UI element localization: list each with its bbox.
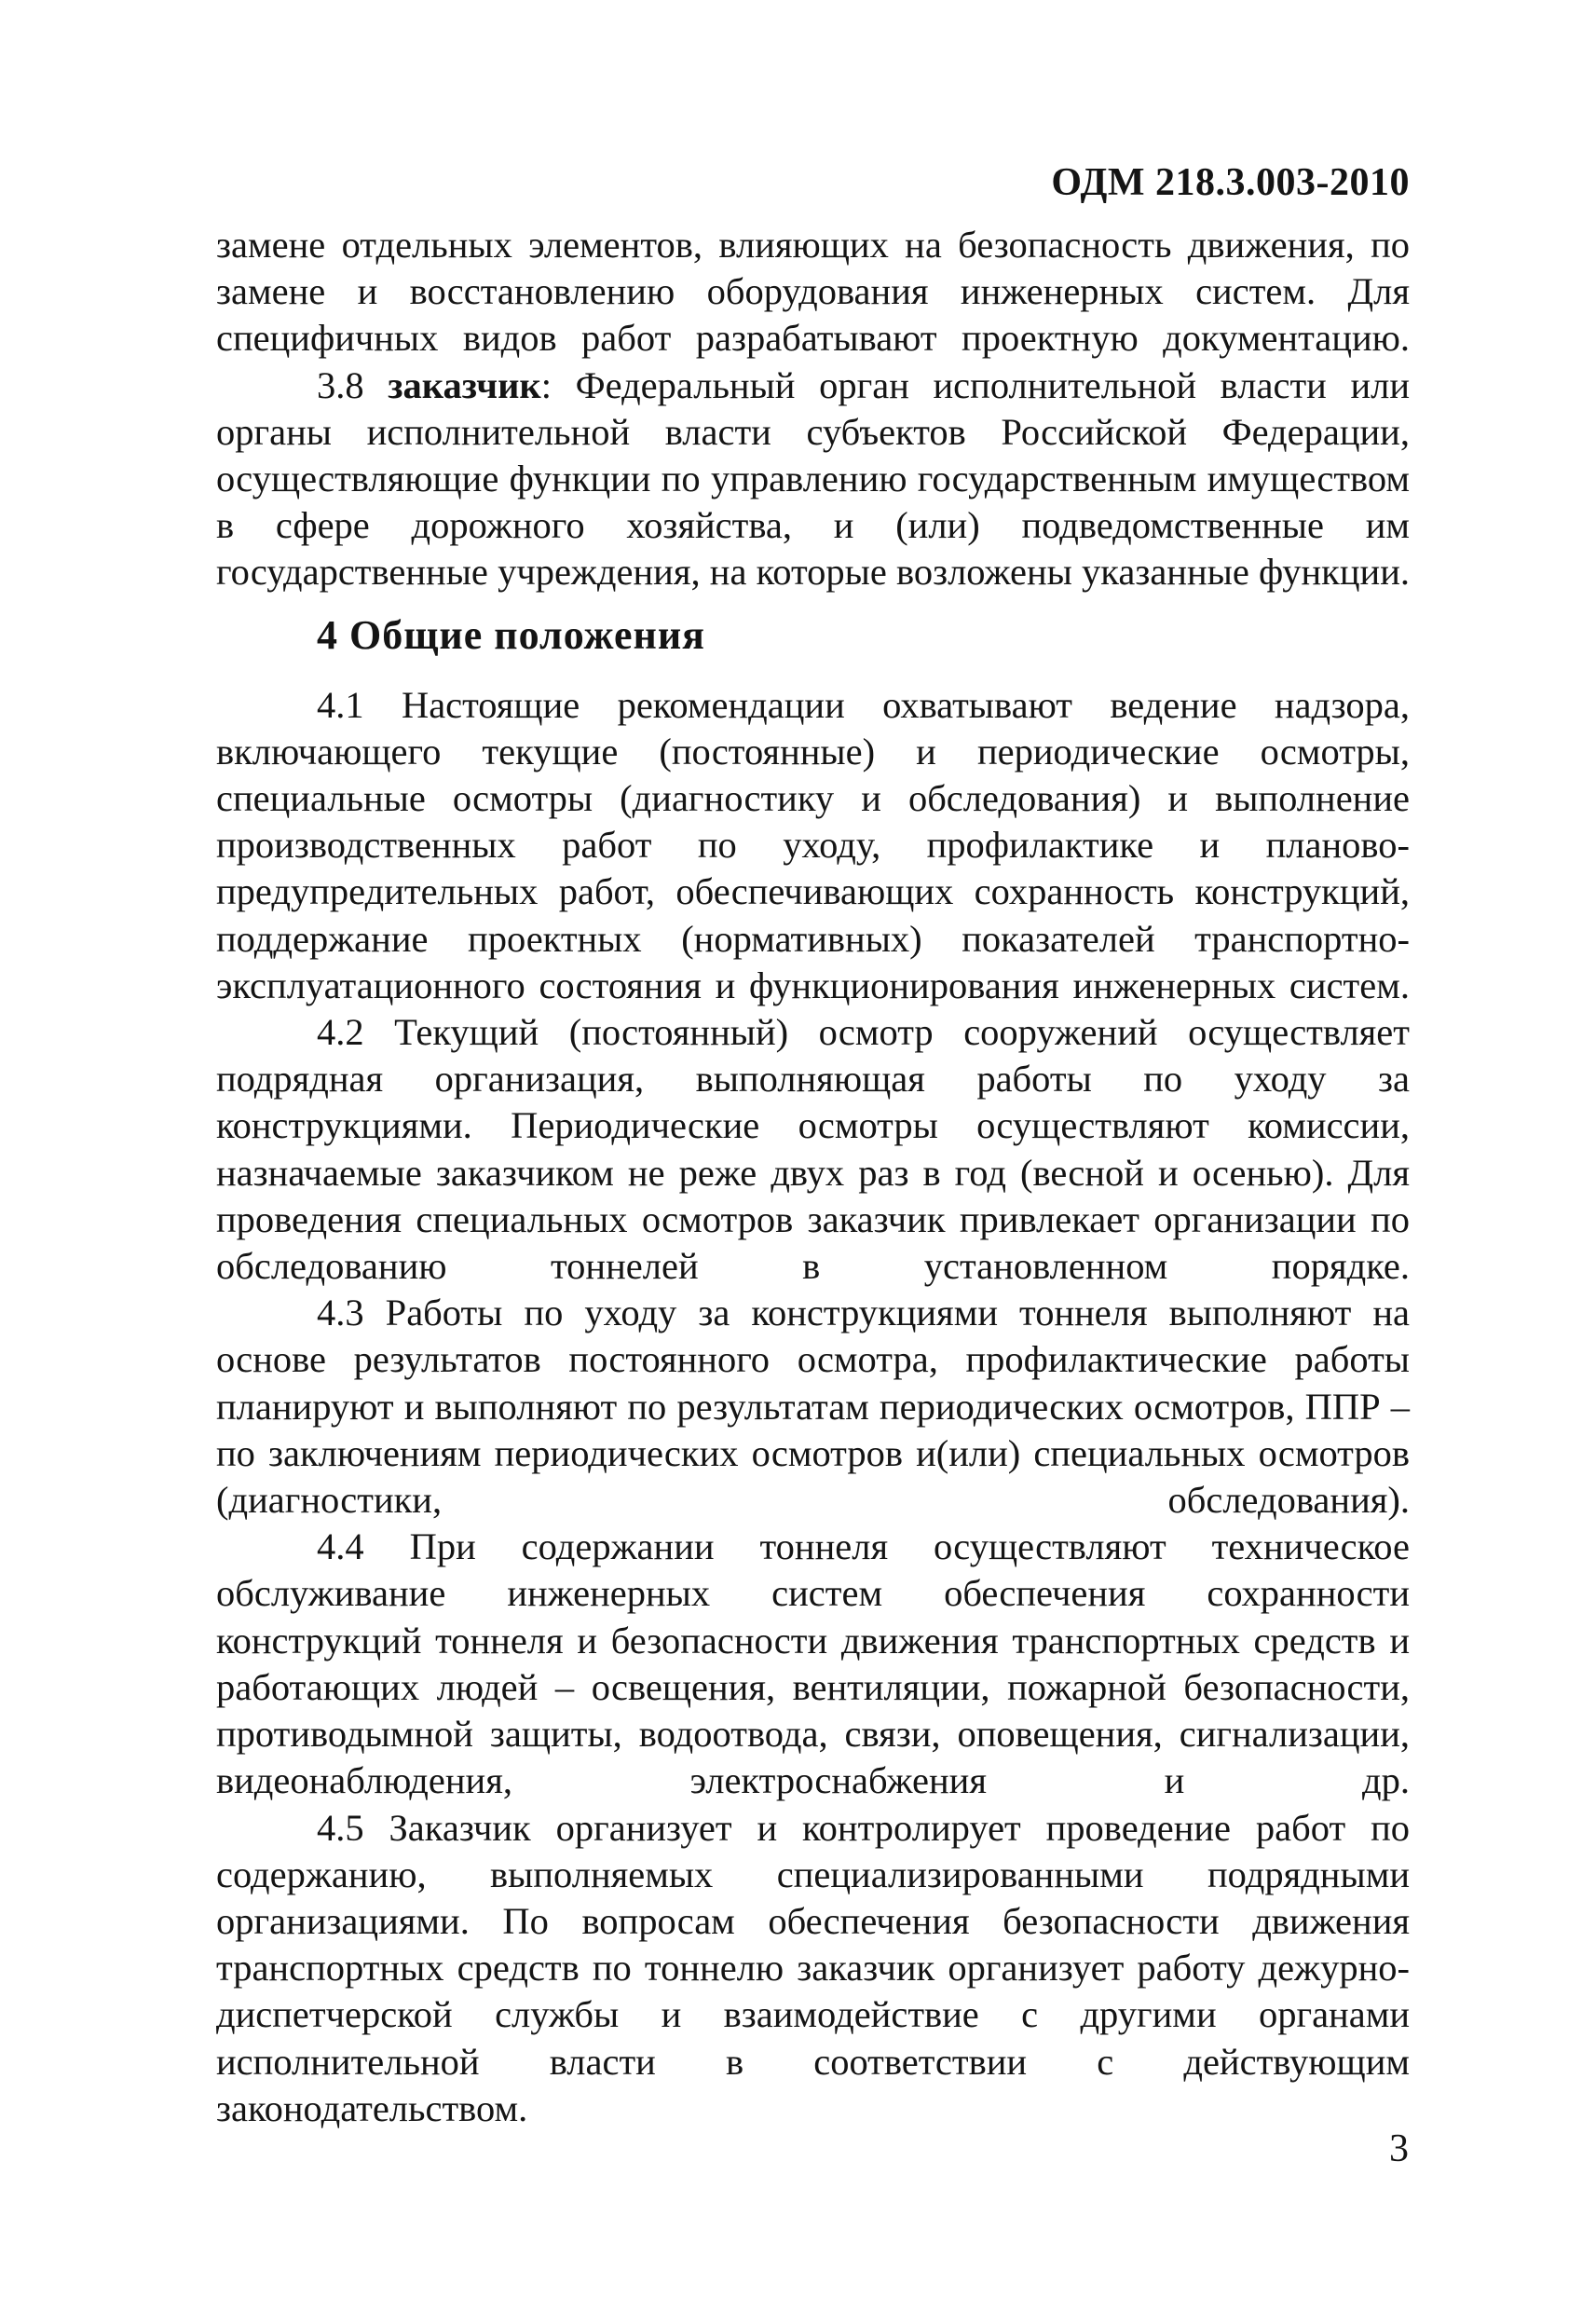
definition-text: : Федеральный орган исполнительной власти или органы исполнительной власти субъектов Российской Федерации, осуществляющие функции по управлению государственным имуществом в сфере дорожного хозяйства, и (или) подведомственные им государственные учреждения, на которые возложены указанные функции. (216, 363, 1411, 594)
paragraph-4-3: 4.3 Работы по уходу за конструкциями тоннеля выполняют на основе результатов постоянного осмотра, профилактические работы планируют и выполняют по результатам периодических осмотров, ППР – по заключениям периодических осмотров и(или) специальных осмотров (диагностики, обследования). (216, 1292, 1410, 1522)
paragraph-4-5: 4.5 Заказчик организует и контролирует проведение работ по содержанию, выполняемых специализированными подрядными организациями. По вопросам обеспечения безопасности движения транспортных средств по тоннелю заказчик организует работу дежурно-диспетчерской службы и взаимодействие с другими органами исполнительной власти в соответствии с действующим законодательством. (216, 1806, 1410, 2129)
page-number: 3 (1389, 2127, 1409, 2170)
paragraph-4-2: 4.2 Текущий (постоянный) осмотр сооружений осуществляет подрядная организация, выполняющая работы по уходу за конструкциями. Периодические осмотры осуществляют комиссии, назначаемые заказчиком не реже двух раз в год (весной и осенью). Для проведения специальных осмотров заказчик привлекает организации по обследованию тоннелей в установленном порядке. (216, 1011, 1410, 1288)
definition-term: заказчик (388, 363, 541, 406)
definition-paragraph-3-8 (216, 362, 1410, 596)
paragraph-4-4: 4.4 При содержании тоннеля осуществляют техническое обслуживание инженерных систем обеспечения сохранности конструкций тоннеля и безопасности движения транспортных средств и работающих людей – освещения, вентиляции, пожарной безопасности, противодымной защиты, водоотвода, связи, оповещения, сигнализации, видеонаблюдения, электроснабжения и др. (216, 1525, 1410, 1802)
paragraph-4-1: 4.1 Настоящие рекомендации охватывают ведение надзора, включающего текущие (постоянные) и периодические осмотры, специальные осмотры (диагностику и обследования) и выполнение производственных работ по уходу, профилактике и планово-предупредительных работ, обеспечивающих сохранность конструкций, поддержание проектных (нормативных) показателей транспортно-эксплуатационного состояния и функционирования инженерных систем. (216, 683, 1410, 1006)
document-code: ОДМ 218.3.003-2010 (1051, 161, 1410, 204)
definition-number: 3.8 (317, 363, 364, 406)
page-content (216, 222, 1410, 2132)
continuation-paragraph: замене отдельных элементов, влияющих на безопасность движения, по замене и восстановлению оборудования инженерных систем. Для специфичных видов работ разрабатывают проектную документацию. (216, 224, 1410, 360)
section-heading: 4 Общие положения (317, 611, 705, 658)
